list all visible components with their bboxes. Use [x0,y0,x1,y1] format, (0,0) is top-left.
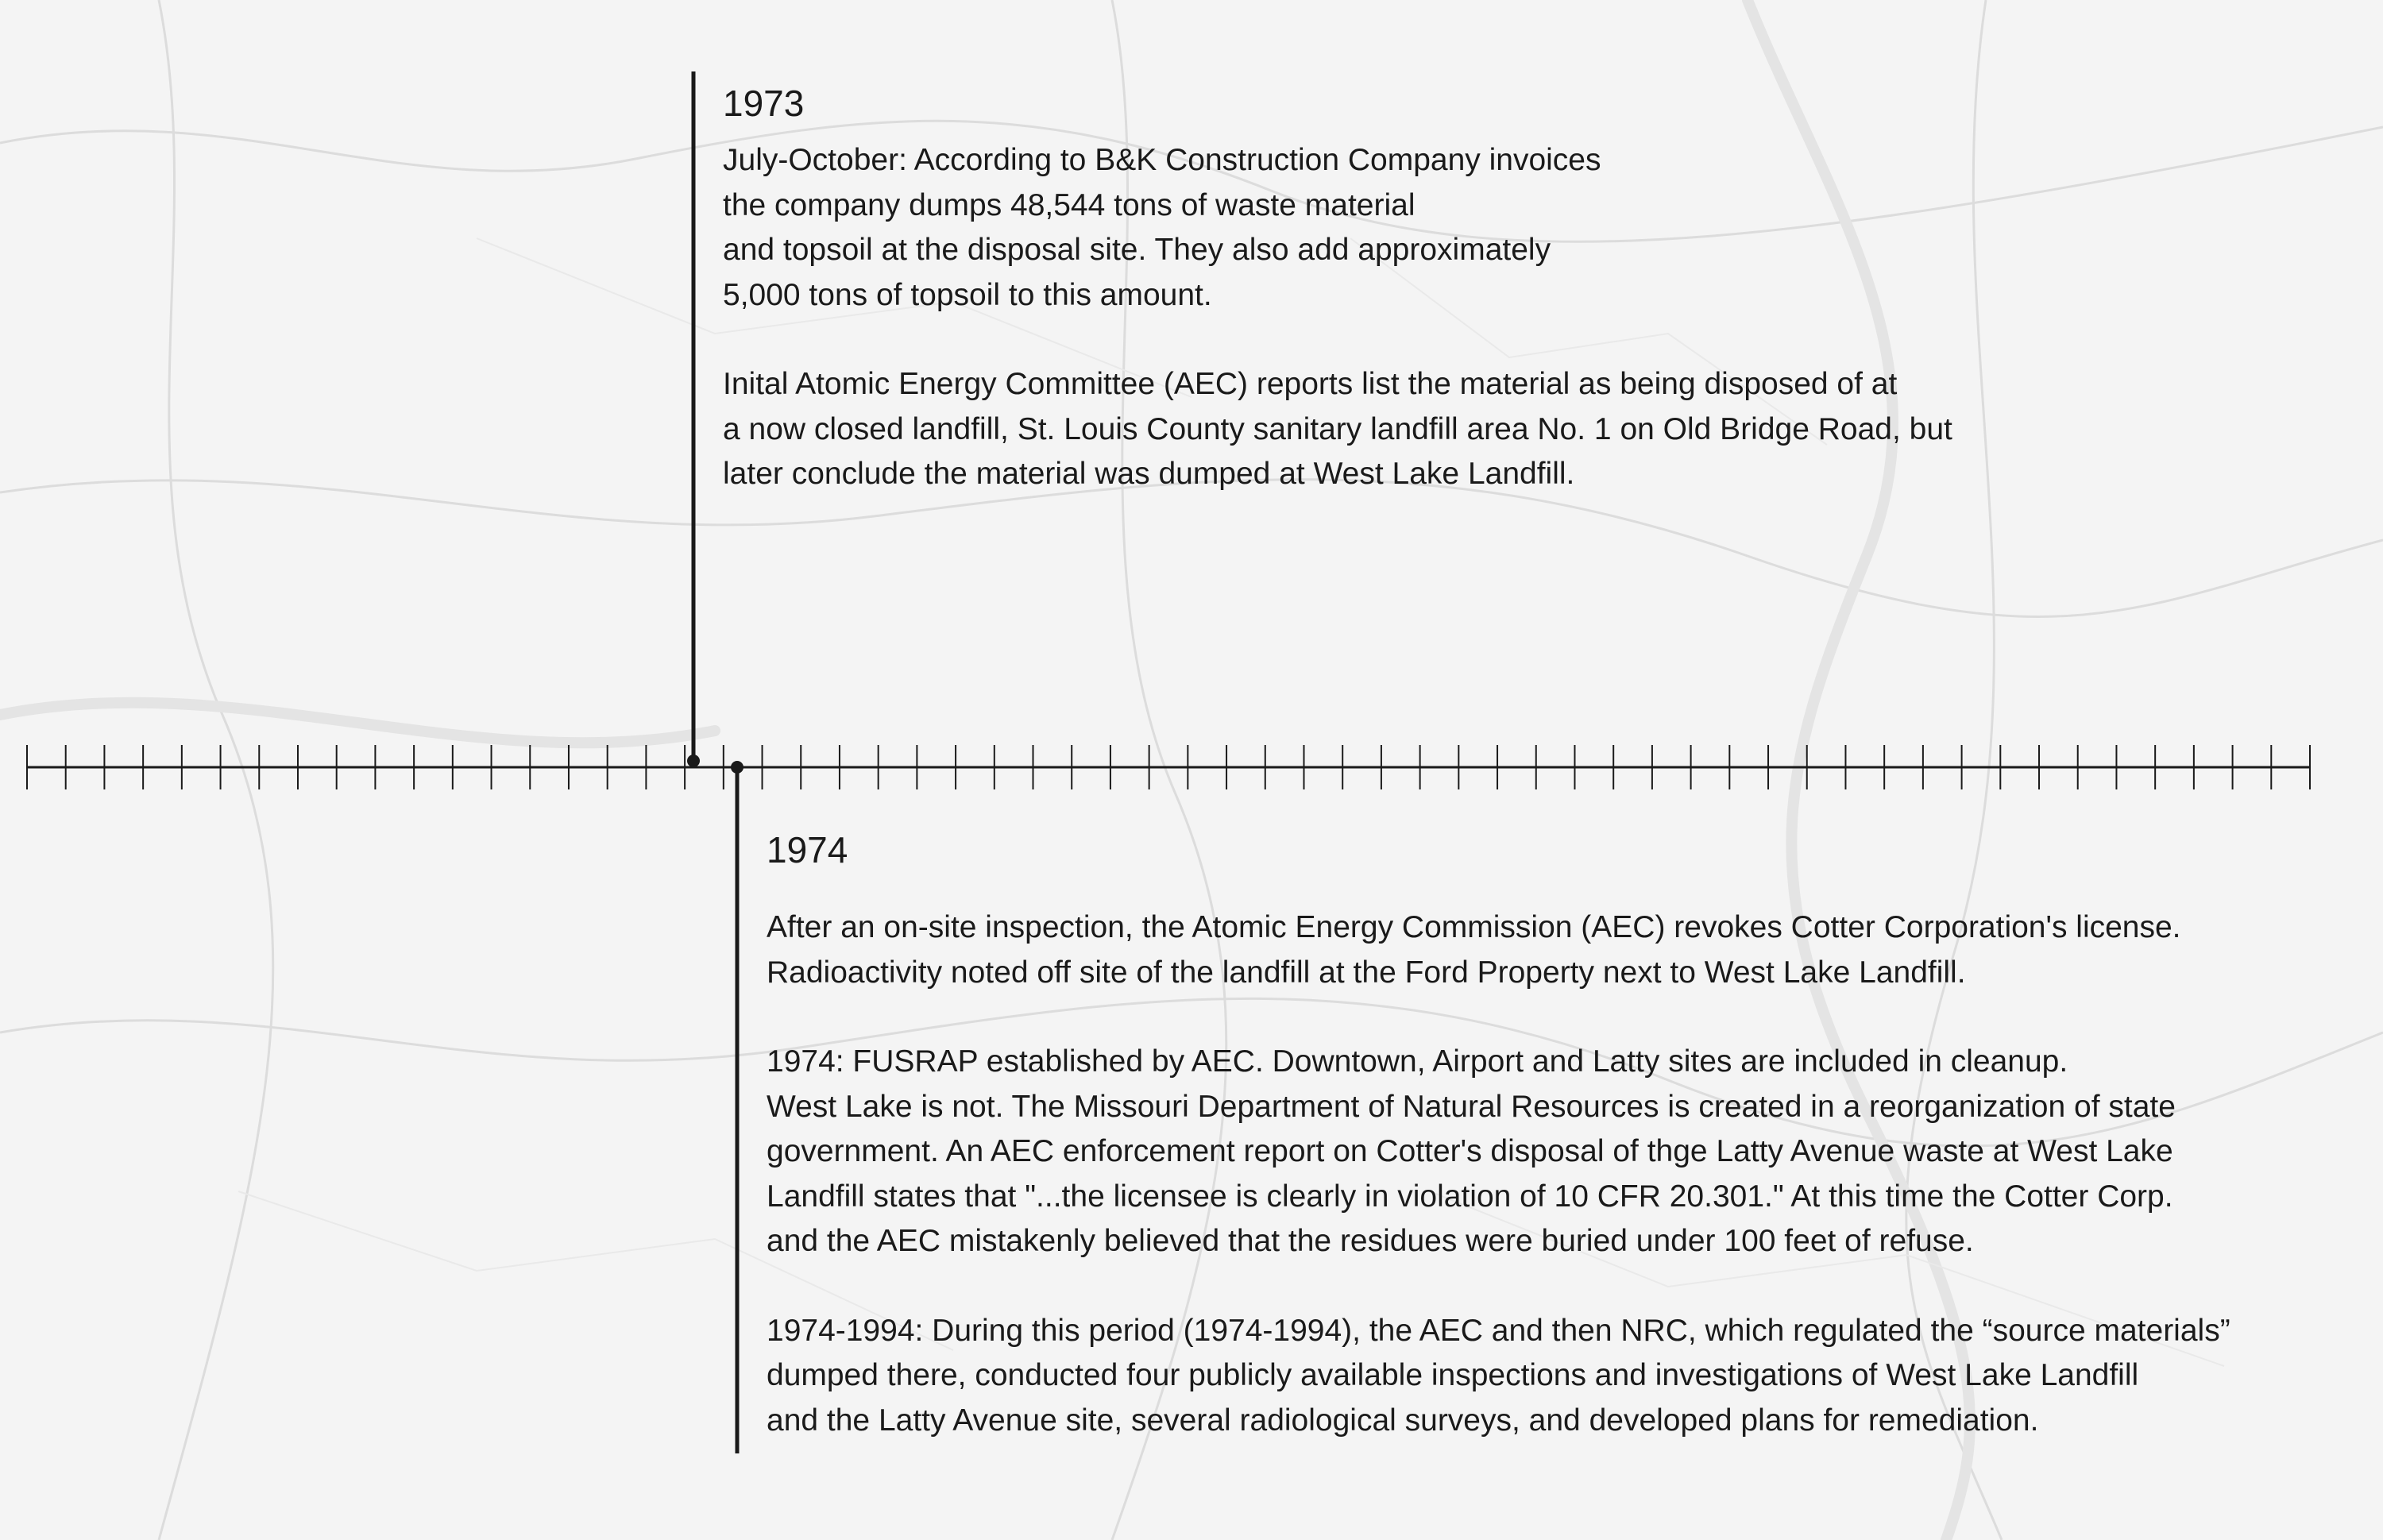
marker-dot-1973 [687,755,700,767]
event-1973-paragraph-2: Inital Atomic Energy Committee (AEC) reports list the material as being disposed of at a now closed landfill, St. Louis County sanitary landfill area No. 1 on Old Bridge Road, but later conclude the material was dumped at West Lake Landfill. [723,367,1952,491]
event-1974 [767,826,2371,1488]
year-label-1974: 1974 [767,829,848,870]
event-1973 [723,79,2383,542]
year-label-1973: 1973 [723,83,805,124]
event-1974-paragraph-3: 1974-1994: During this period (1974-1994), the AEC and then NRC, which regulated the “source materials” dumped there, conducted four publicly available inspections and investigations of West Lake Landfill and the Latty Avenue site, several radiological surveys, and developed plans for remediation. [767,1313,2230,1438]
event-1974-paragraph-2: 1974: FUSRAP established by AEC. Downtown, Airport and Latty sites are included in cleanup. West Lake is not. The Missouri Department of Natural Resources is created in a reorganization of state government. An AEC enforcement report on Cotter's disposal of thge Latty Avenue waste at West Lake Landfill states that "...the licensee is clearly in violation of 10 CFR 20.301." At this time the Cotter Corp. and the AEC mistakenly believed that the residues were buried under 100 feet of refuse. [767,1044,2176,1258]
event-1974-paragraph-1: After an on-site inspection, the Atomic Energy Commission (AEC) revokes Cotter Corporation's license. Radioactivity noted off site of the landfill at the Ford Property next to West Lake Landfill. [767,910,2181,990]
event-1973-paragraph-1: July-October: According to B&K Construction Company invoices the company dumps 48,544 tons of waste material and topsoil at the disposal site. They also add approximately 5,000 tons of topsoil to this amount. [723,143,1601,312]
marker-dot-1974 [731,761,743,774]
